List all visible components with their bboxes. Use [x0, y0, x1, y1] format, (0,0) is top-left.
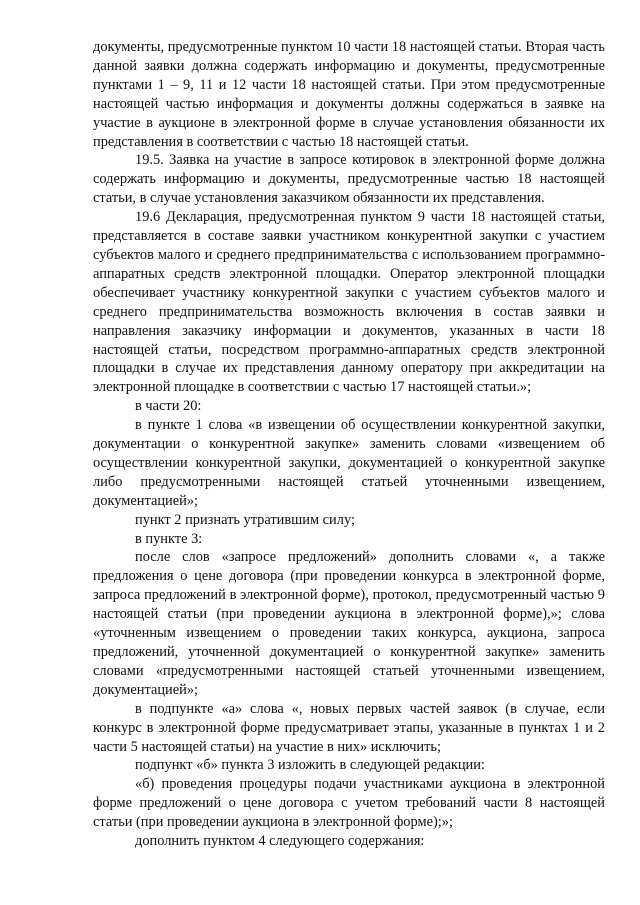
- paragraph-point-2: пункт 2 признать утратившим силу;: [135, 511, 355, 528]
- paragraph-subpoint-b-text: «б) проведения процедуры подачи участниками аукциона в электронной форме предложений о цене договора с учетом требований части 8 настоящей статьи (при проведении аукциона в электронной форме);»;: [93, 776, 605, 831]
- paragraph-subpoint-a: в подпункте «а» слова «, новых первых частей заявок (в случае, если конкурс в электронной форме предусматривает этапы, указанные в пунктах 1 и 2 части 5 настоящей статьи) на участие в них» исключить;: [93, 700, 605, 755]
- paragraph-part-20: в части 20:: [135, 398, 202, 415]
- paragraph-after-words: после слов «запросе предложений» дополнить словами «, а также предложения о цене договора (при проведении конкурса в электронной форме, запроса предложений в электронной форме), протокол, предусмотренный частью 9 настоящей статьи (при проведении аукциона в электронной форме),»; слова «уточненным извещением о проведении таких конкурса, аукциона, запроса предложений, уточненной документацией о конкурентной закупке» заменить словами «предусмотренными настоящей статьей уточненными извещением, документацией»;: [93, 549, 605, 698]
- document-page: [93, 38, 605, 851]
- paragraph-point-1: в пункте 1 слова «в извещении об осуществлении конкурентной закупки, документации о конкурентной закупке» заменить словами «извещением об осуществлении конкурентной закупки, документацией о конкурентной закупке либо предусмотренными настоящей статьей уточненными извещением, документацией»;: [93, 417, 605, 509]
- paragraph-19-6: 19.6 Декларация, предусмотренная пунктом 9 части 18 настоящей статьи, представляется в составе заявки участником конкурентной закупки с участием субъектов малого и среднего предпринимательства с использованием программно-аппаратных средств электронной площадки. Оператор электронной площадки обеспечивает участнику конкурентной закупки с участием субъектов малого и среднего предпринимательства возможность включения в состав заявки и направления заказчику информации и документов, указанных в части 18 настоящей статьи, посредством программно-аппаратных средств электронной площадки в случае их представления данному оператору при аккредитации на электронной площадке в соответствии с частью 17 настоящей статьи.»;: [93, 209, 605, 396]
- paragraph-point-3: в пункте 3:: [135, 530, 203, 547]
- paragraph-add-point-4: дополнить пунктом 4 следующего содержания:: [135, 833, 425, 850]
- paragraph-subpoint-b-intro: подпункт «б» пункта 3 изложить в следующей редакции:: [135, 757, 485, 774]
- paragraph-1: документы, предусмотренные пунктом 10 части 18 настоящей статьи. Вторая часть данной заявки должна содержать информацию и документы, предусмотренные пунктами 1 – 9, 11 и 12 части 18 настоящей статьи. При этом предусмотренные настоящей частью информация и документы должны содержаться в заявке на участие в аукционе в электронной форме в случае установления обязанности их представления в соответствии с частью 18 настоящей статьи.: [93, 39, 605, 150]
- paragraph-19-5: 19.5. Заявка на участие в запросе котировок в электронной форме должна содержать информацию и документы, предусмотренные частью 18 настоящей статьи, в случае установления заказчиком обязанности их представления.: [93, 152, 605, 207]
